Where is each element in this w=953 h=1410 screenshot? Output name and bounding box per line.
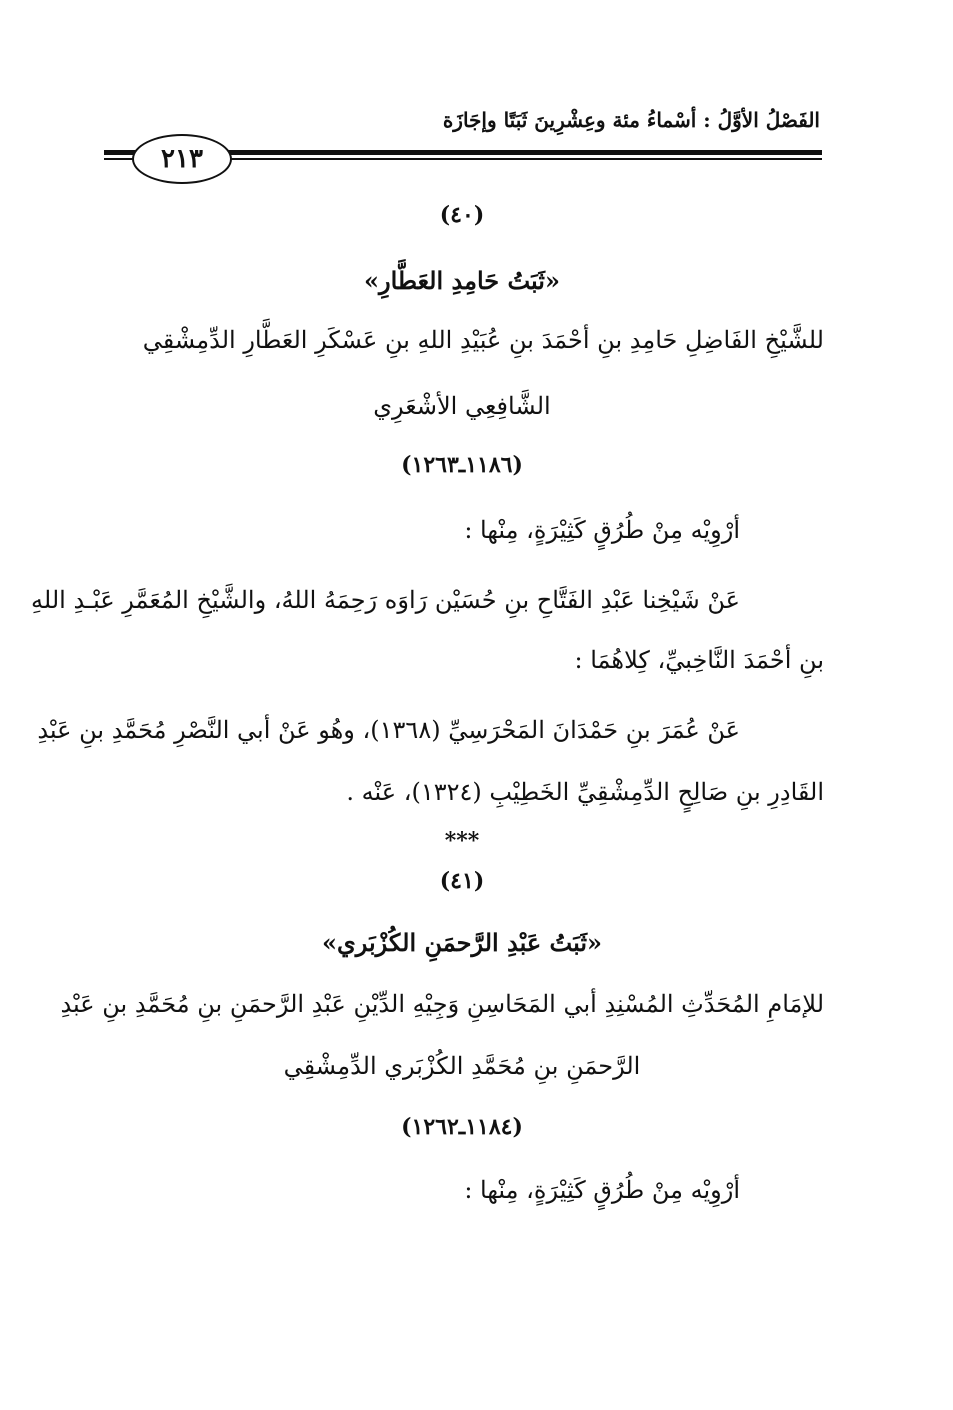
paragraph-line: القَادِرِ بنِ صَالِحٍ الدِّمِشْقِيِّ الخَطِيْبِ (١٣٢٤)، عَنْه .	[346, 778, 824, 806]
author-line: الرَّحمَنِ بنِ مُحَمَّدِ الكُزْبَري الدِّمِشْقِي	[283, 1052, 641, 1080]
section-separator: ***	[444, 828, 480, 854]
chain-intro: أرْوِيْه مِنْ طُرُقٍ كَثِيْرَةٍ، مِنْها :	[464, 1176, 740, 1204]
running-header-title: الفَصْلُ الأوَّلُ : أسْماءُ مئة وعِشْرِينَ ثَبَتًا وإجَازَة	[442, 108, 820, 132]
entry-dates: (١١٨٤ـ١٢٦٢)	[401, 1114, 523, 1140]
paragraph-line: بنِ أحْمَدَ النَّاخِبيِّ، كِلاهُمَا :	[574, 646, 824, 674]
chain-intro: أرْوِيْه مِنْ طُرُقٍ كَثِيْرَةٍ، مِنْها :	[464, 516, 740, 544]
entry-dates: (١١٨٦ـ١٢٦٣)	[401, 452, 523, 478]
entry-title: «ثَبَتُ عَبْدِ الرَّحمَنِ الكُزْبَري»	[321, 928, 603, 957]
entry-number: (٤٠)	[439, 202, 485, 228]
author-line: للشَّيْخِ الفَاضِلِ حَامِدِ بنِ أحْمَدَ بنِ عُبَيْدِ اللهِ بنِ عَسْكَرِ العَطَّارِ الدِّمِشْقِي	[142, 326, 824, 354]
author-line: للإمَامِ المُحَدِّثِ المُسْنِدِ أبي المَحَاسِنِ وَجِيْهِ الدِّيْنِ عَبْدِ الرَّحمَنِ بنِ مُحَمَّدِ بنِ عَبْدِ	[60, 990, 824, 1018]
paragraph-line: عَنْ شَيْخِنا عَبْدِ الفَتَّاحِ بنِ حُسَيْن رَاوَه رَحِمَهُ اللهُ، والشَّيْخِ المُعَمَّرِ عَبْـدِ اللهِ	[31, 586, 740, 614]
paragraph-line: عَنْ عُمَرَ بنِ حَمْدَانَ المَحْرَسِيِّ (١٣٦٨)، وهُو عَنْ أبي النَّصْرِ مُحَمَّدِ بنِ عَبْدِ	[37, 716, 740, 744]
author-line: الشَّافِعِي الأشْعَرِي	[373, 392, 551, 420]
page-number: ٢١٣	[132, 134, 232, 184]
entry-title: «ثَبَتُ حَامِدِ العَطَّارِ»	[364, 266, 560, 295]
entry-number: (٤١)	[439, 868, 485, 894]
